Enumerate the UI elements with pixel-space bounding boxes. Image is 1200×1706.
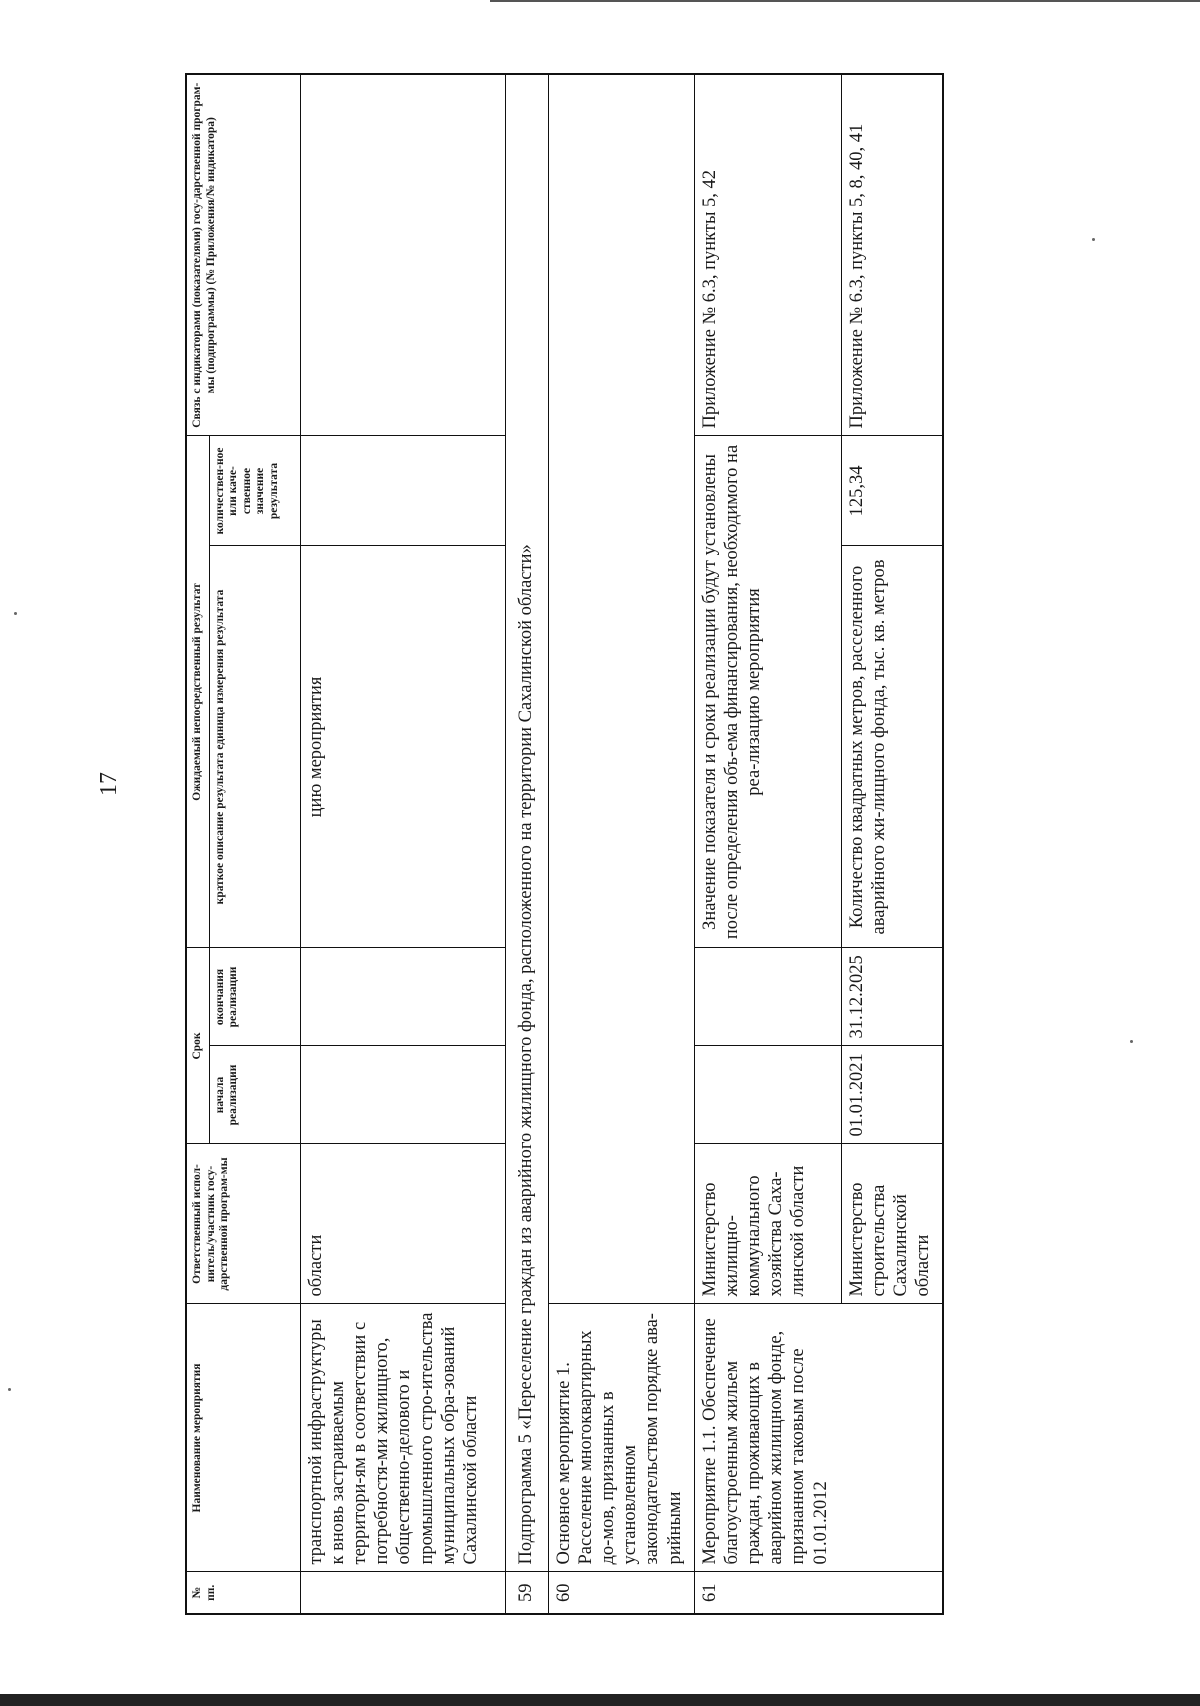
scan-edge-top [490,0,1200,2]
scan-speck [1092,238,1095,241]
cell-end: 31.12.2025 [841,948,943,1046]
scan-speck [1130,1040,1133,1043]
header-term-end: окончания реализации [209,948,300,1046]
subprogram-title: Подпрограмма 5 «Переселение граждан из аварийного жилищного фонда, расположенного на территории Сахалинской области» [505,74,548,1572]
header-term-start: начала реализации [209,1046,300,1144]
table-row-continued [300,74,505,1614]
cell-result-desc: Количество квадратных метров, расселенного аварийного жи-лищного фонда, тыс. кв. метров [841,546,943,948]
table-row-59 [505,74,548,1614]
header-result-value: количествен-ное или каче-ственное значение результата [209,436,300,546]
cell-start [300,1046,505,1144]
header-term: Срок [186,948,209,1144]
cell-name: транспортной инфраструктуры к вновь застраиваемым территори-ям в соответствии с потребностя-ми жилищного, общественно-делового и промышленного стро-ительства муниципальных обра-зований Сахалинской области [300,1304,505,1572]
landscape-sheet [185,75,1055,1615]
header-responsible: Ответственный испол-нитель/участник госу-дарственной програм-мы [186,1144,300,1304]
cell-link: Приложение № 6.3, пункты 5, 42 [694,74,841,436]
header-result-desc: краткое описание результата единица измерения результата [209,546,300,948]
cell-link [300,74,505,436]
header-result: Ожидаемый непосредственный результат [186,436,209,948]
cell-result-desc: Значение показателя и сроки реализации будут установлены после определения объ-ема финансирования, необходимого на реа-лизацию мероприятия [694,436,841,948]
cell-start [694,1046,841,1144]
cell-name: Мероприятие 1.1. Обеспечение благоустроенным жильем граждан, проживающих в аварийном жилищном фонде, признанном таковым после 01.01.2012 [694,1304,943,1572]
measures-table [185,73,944,1615]
cell-result-value [300,436,505,546]
cell-result-desc: цию мероприятия [300,546,505,948]
header-name: Наименование мероприятия [186,1304,300,1572]
cell-responsible: Министерство строительства Сахалинской области [841,1144,943,1304]
cell-empty-span [548,74,694,1304]
cell-num [300,1572,505,1614]
scan-speck [14,612,17,615]
table-row-60 [548,74,694,1614]
cell-responsible: Министерство жилищно-коммунального хозяйства Саха-линской области [694,1144,841,1304]
cell-link: Приложение № 6.3, пункты 5, 8, 40, 41 [841,74,943,436]
scan-edge-bottom [0,1694,1200,1706]
cell-start: 01.01.2021 [841,1046,943,1144]
scan-speck [8,1388,11,1391]
cell-end [694,948,841,1046]
header-link: Связь с индикаторами (показателями) госу-дарственной програм-мы (подпрограммы) (№ Приложения/№ индикатора) [186,74,300,436]
cell-num: 60 [548,1572,694,1614]
header-num: № пп. [186,1572,300,1614]
cell-num: 61 [694,1572,943,1614]
table-header [186,74,300,1614]
cell-responsible: области [300,1144,505,1304]
cell-end [300,948,505,1046]
page-number: 17 [96,772,122,796]
cell-name: Основное мероприятие 1. Расселение многоквартирных до-мов, признанных в установленном законодательством порядке ава-рийными [548,1304,694,1572]
table-row-61 [694,74,841,1614]
cell-num: 59 [505,1572,548,1614]
cell-result-value: 125,34 [841,436,943,546]
